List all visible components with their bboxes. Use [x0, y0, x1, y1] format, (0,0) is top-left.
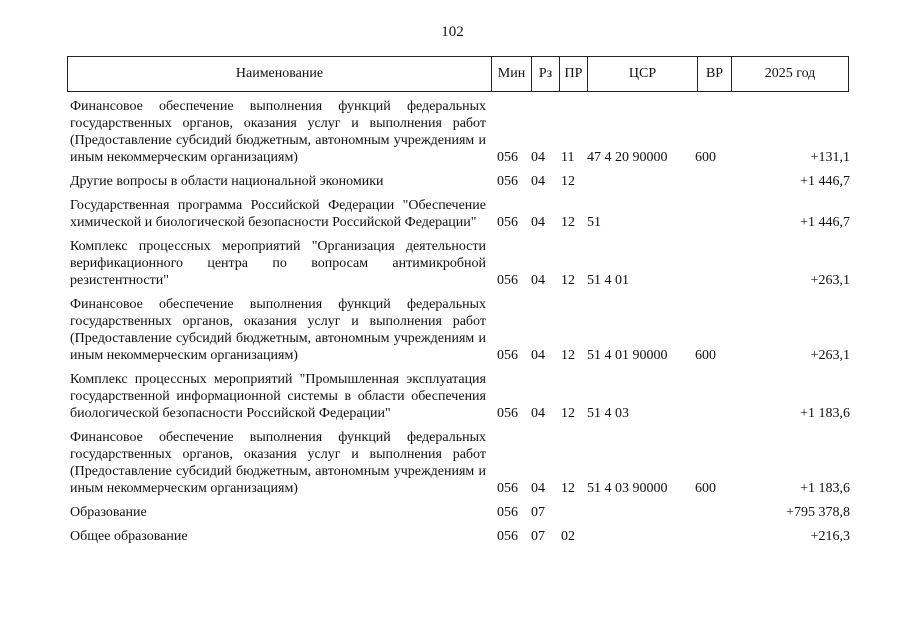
- row-rz: 04: [531, 215, 545, 230]
- row-value: +1 446,7: [800, 174, 850, 189]
- row-name: Общее образование: [70, 529, 188, 544]
- table-body: [70, 98, 850, 552]
- row-value: +263,1: [810, 273, 850, 288]
- row-pr: 11: [561, 150, 575, 165]
- row-vr: 600: [695, 348, 716, 363]
- row-vr: 600: [695, 481, 716, 496]
- table-row: [70, 197, 850, 231]
- row-name: Комплекс процессных мероприятий "Промышленная эксплуатация государственной информационной системы в области обеспечения биологической безопасности Российской Федерации": [70, 372, 486, 421]
- row-csr: 51 4 01 90000: [587, 348, 668, 363]
- row-value: +1 446,7: [800, 215, 850, 230]
- header-vr: ВР: [698, 57, 732, 91]
- header-rz: Рз: [532, 57, 560, 91]
- table-header: [67, 56, 849, 92]
- row-csr: 51 4 03: [587, 406, 629, 421]
- row-pr: 12: [561, 273, 575, 288]
- row-value: +1 183,6: [800, 481, 850, 496]
- row-rz: 04: [531, 406, 545, 421]
- row-csr: 51: [587, 215, 601, 230]
- row-name: Другие вопросы в области национальной экономики: [70, 174, 384, 189]
- table-row: [70, 173, 850, 190]
- row-pr: 12: [561, 348, 575, 363]
- row-name: Финансовое обеспечение выполнения функций федеральных государственных органов, оказания услуг и выполнения работ (Предоставление субсидий бюджетным, автономным учреждениям и иным некоммерческим организациям): [70, 430, 486, 496]
- row-csr: 51 4 03 90000: [587, 481, 668, 496]
- row-min: 056: [497, 174, 518, 189]
- page-number: 102: [441, 24, 464, 40]
- row-rz: 07: [531, 529, 545, 544]
- row-name: Финансовое обеспечение выполнения функций федеральных государственных органов, оказания услуг и выполнения работ (Предоставление субсидий бюджетным, автономным учреждениям и иным некоммерческим организациям): [70, 99, 486, 165]
- table-row: [70, 371, 850, 422]
- row-min: 056: [497, 348, 518, 363]
- row-value: +216,3: [810, 529, 850, 544]
- table-row: [70, 98, 850, 166]
- row-rz: 04: [531, 481, 545, 496]
- row-value: +131,1: [810, 150, 850, 165]
- row-rz: 04: [531, 348, 545, 363]
- table-row: [70, 504, 850, 521]
- row-name: Образование: [70, 505, 147, 520]
- row-pr: 02: [561, 529, 575, 544]
- row-value: +795 378,8: [786, 505, 850, 520]
- header-csr: ЦСР: [588, 57, 698, 91]
- header-pr: ПР: [560, 57, 588, 91]
- row-min: 056: [497, 273, 518, 288]
- row-min: 056: [497, 215, 518, 230]
- table-row: [70, 296, 850, 364]
- header-year: 2025 год: [764, 66, 816, 81]
- row-pr: 12: [561, 174, 575, 189]
- row-value: +263,1: [810, 348, 850, 363]
- row-name: Государственная программа Российской Федерации "Обеспечение химической и биологической безопасности Российской Федерации": [70, 198, 486, 230]
- row-min: 056: [497, 529, 518, 544]
- row-min: 056: [497, 481, 518, 496]
- row-name: Финансовое обеспечение выполнения функций федеральных государственных органов, оказания услуг и выполнения работ (Предоставление субсидий бюджетным, автономным учреждениям и иным некоммерческим организациям): [70, 297, 486, 363]
- row-min: 056: [497, 505, 518, 520]
- row-pr: 12: [561, 481, 575, 496]
- row-rz: 04: [531, 150, 545, 165]
- table-row: [70, 528, 850, 545]
- table-row: [70, 429, 850, 497]
- row-vr: 600: [695, 150, 716, 165]
- table-row: [70, 238, 850, 289]
- row-pr: 12: [561, 406, 575, 421]
- row-min: 056: [497, 150, 518, 165]
- row-rz: 04: [531, 174, 545, 189]
- row-pr: 12: [561, 215, 575, 230]
- header-name: Наименование: [68, 57, 492, 91]
- row-rz: 07: [531, 505, 545, 520]
- row-value: +1 183,6: [800, 406, 850, 421]
- row-rz: 04: [531, 273, 545, 288]
- header-min: Мин: [492, 57, 532, 91]
- row-csr: 51 4 01: [587, 273, 629, 288]
- row-min: 056: [497, 406, 518, 421]
- row-csr: 47 4 20 90000: [587, 150, 668, 165]
- row-name: Комплекс процессных мероприятий "Организация деятельности верификационного центра по вопросам антимикробной резистентности": [70, 239, 486, 288]
